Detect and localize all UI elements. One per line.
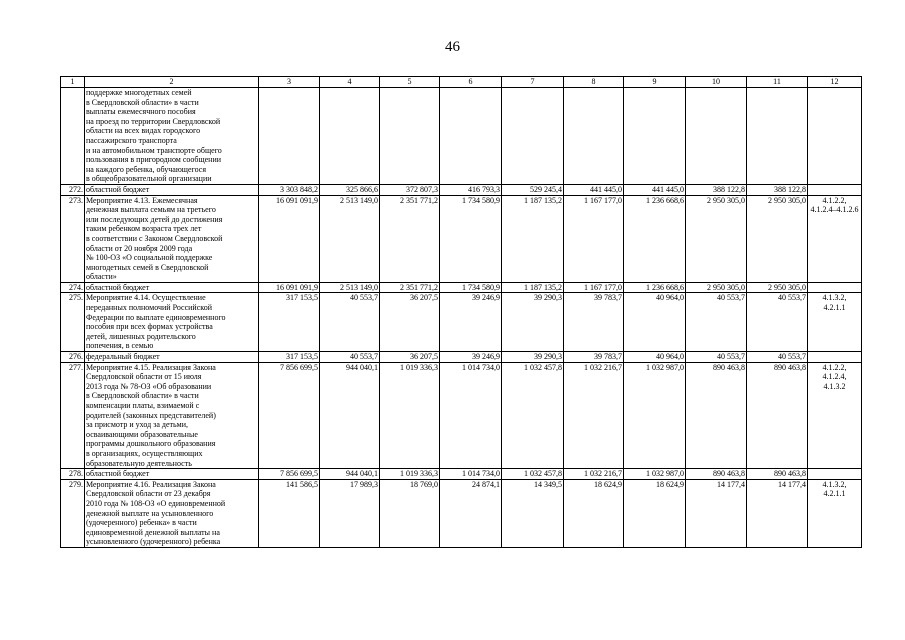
amount-cell: 325 866,6 [320, 184, 380, 195]
amount-cell: 890 463,8 [747, 469, 808, 480]
amount-cell: 1 019 336,3 [380, 469, 440, 480]
description-cell: областной бюджет [85, 469, 259, 480]
header-cell: 10 [686, 77, 747, 88]
table-row [61, 479, 862, 547]
amount-cell: 2 950 305,0 [686, 195, 747, 282]
amount-cell: 944 040,1 [320, 362, 380, 469]
amount-cell: 1 014 734,0 [440, 469, 502, 480]
amount-cell [624, 88, 686, 185]
row-number-cell [61, 88, 85, 185]
amount-cell: 2 351 771,2 [380, 195, 440, 282]
description-cell: поддержке многодетных семей в Свердловской области» в части выплаты ежемесячного пособия на проезд по территории Свердловской области на всех видах городского пассажирского транспорта и на автомобильном транспорте общего пользования в пригородном сообщении на каждого ребенка, обучающегося в общеобразовательной организации [85, 88, 259, 185]
amount-cell: 1 187 135,2 [502, 195, 564, 282]
amount-cell: 1 014 734,0 [440, 362, 502, 469]
description-cell: федеральный бюджет [85, 352, 259, 363]
amount-cell: 18 624,9 [564, 479, 624, 547]
table-row [61, 195, 862, 282]
reference-cell: 4.1.2.2, 4.1.2.4, 4.1.3.2 [808, 362, 862, 469]
amount-cell: 40 553,7 [747, 352, 808, 363]
amount-cell: 1 032 216,7 [564, 362, 624, 469]
header-cell: 2 [85, 77, 259, 88]
amount-cell: 890 463,8 [747, 362, 808, 469]
description-cell: областной бюджет [85, 282, 259, 293]
amount-cell: 16 091 091,9 [259, 195, 320, 282]
row-number-cell: 275. [61, 293, 85, 352]
row-number-cell: 279. [61, 479, 85, 547]
amount-cell: 7 856 699,5 [259, 469, 320, 480]
row-number-cell: 276. [61, 352, 85, 363]
header-cell: 8 [564, 77, 624, 88]
amount-cell: 529 245,4 [502, 184, 564, 195]
amount-cell: 24 874,1 [440, 479, 502, 547]
amount-cell: 18 624,9 [624, 479, 686, 547]
reference-cell [808, 352, 862, 363]
amount-cell: 1 032 987,0 [624, 469, 686, 480]
amount-cell: 1 167 177,0 [564, 282, 624, 293]
amount-cell: 441 445,0 [564, 184, 624, 195]
header-cell: 11 [747, 77, 808, 88]
amount-cell: 441 445,0 [624, 184, 686, 195]
table-row [61, 293, 862, 352]
amount-cell: 890 463,8 [686, 469, 747, 480]
table-row [61, 88, 862, 185]
amount-cell: 944 040,1 [320, 469, 380, 480]
amount-cell: 2 950 305,0 [686, 282, 747, 293]
table-row [61, 362, 862, 469]
header-cell: 9 [624, 77, 686, 88]
header-row [61, 77, 862, 88]
amount-cell: 1 032 457,8 [502, 362, 564, 469]
amount-cell: 39 246,9 [440, 293, 502, 352]
row-number-cell: 278. [61, 469, 85, 480]
table-row [61, 469, 862, 480]
amount-cell: 3 303 848,2 [259, 184, 320, 195]
amount-cell: 1 032 987,0 [624, 362, 686, 469]
amount-cell: 40 553,7 [320, 293, 380, 352]
amount-cell: 1 734 580,9 [440, 282, 502, 293]
amount-cell: 17 989,3 [320, 479, 380, 547]
amount-cell [259, 88, 320, 185]
amount-cell: 39 246,9 [440, 352, 502, 363]
amount-cell: 39 290,3 [502, 293, 564, 352]
amount-cell [564, 88, 624, 185]
description-cell: Мероприятие 4.15. Реализация Закона Свердловской области от 15 июля 2013 года № 78-ОЗ «Об образовании в Свердловской области» в части компенсации платы, взимаемой с родителей (законных представителей) за присмотр и уход за детьми, осваивающими образовательные программы дошкольного образования в организациях, осуществляющих образовательную деятельность [85, 362, 259, 469]
amount-cell: 1 734 580,9 [440, 195, 502, 282]
table-row [61, 352, 862, 363]
table-body [61, 77, 862, 548]
header-cell: 6 [440, 77, 502, 88]
amount-cell: 40 964,0 [624, 293, 686, 352]
amount-cell [747, 88, 808, 185]
header-cell: 5 [380, 77, 440, 88]
amount-cell: 40 964,0 [624, 352, 686, 363]
header-cell: 4 [320, 77, 380, 88]
amount-cell [440, 88, 502, 185]
amount-cell: 1 032 216,7 [564, 469, 624, 480]
header-cell: 1 [61, 77, 85, 88]
amount-cell: 1 236 668,6 [624, 282, 686, 293]
amount-cell: 1 019 336,3 [380, 362, 440, 469]
amount-cell [686, 88, 747, 185]
amount-cell: 2 513 149,0 [320, 282, 380, 293]
amount-cell: 14 177,4 [747, 479, 808, 547]
amount-cell: 40 553,7 [747, 293, 808, 352]
amount-cell: 16 091 091,9 [259, 282, 320, 293]
amount-cell: 2 950 305,0 [747, 282, 808, 293]
reference-cell [808, 469, 862, 480]
header-cell: 3 [259, 77, 320, 88]
table-row [61, 282, 862, 293]
row-number-cell: 272. [61, 184, 85, 195]
reference-cell [808, 282, 862, 293]
amount-cell: 39 783,7 [564, 293, 624, 352]
amount-cell: 2 950 305,0 [747, 195, 808, 282]
amount-cell: 2 351 771,2 [380, 282, 440, 293]
amount-cell: 388 122,8 [747, 184, 808, 195]
reference-cell [808, 184, 862, 195]
amount-cell: 36 207,5 [380, 293, 440, 352]
amount-cell: 40 553,7 [686, 293, 747, 352]
amount-cell: 7 856 699,5 [259, 362, 320, 469]
description-cell: Мероприятие 4.14. Осуществление переданных полномочий Российской Федерации по выплате единовременного пособия при всех формах устройства детей, лишенных родительского попечения, в семью [85, 293, 259, 352]
amount-cell: 141 586,5 [259, 479, 320, 547]
amount-cell: 890 463,8 [686, 362, 747, 469]
amount-cell [502, 88, 564, 185]
amount-cell: 40 553,7 [320, 352, 380, 363]
row-number-cell: 274. [61, 282, 85, 293]
amount-cell: 39 290,3 [502, 352, 564, 363]
amount-cell: 317 153,5 [259, 293, 320, 352]
reference-cell: 4.1.3.2, 4.2.1.1 [808, 479, 862, 547]
amount-cell: 40 553,7 [686, 352, 747, 363]
amount-cell: 1 032 457,8 [502, 469, 564, 480]
amount-cell: 1 187 135,2 [502, 282, 564, 293]
description-cell: Мероприятие 4.16. Реализация Закона Свердловской области от 23 декабря 2010 года № 108-ОЗ «О единовременной денежной выплате на усыновленного (удочеренного) ребенка» в части единовременной денежной выплаты на усыновленного (удочеренного) ребенка [85, 479, 259, 547]
amount-cell: 372 807,3 [380, 184, 440, 195]
amount-cell [320, 88, 380, 185]
amount-cell: 14 177,4 [686, 479, 747, 547]
amount-cell: 18 769,0 [380, 479, 440, 547]
reference-cell: 4.1.2.2, 4.1.2.4–4.1.2.6 [808, 195, 862, 282]
header-cell: 12 [808, 77, 862, 88]
amount-cell: 2 513 149,0 [320, 195, 380, 282]
amount-cell: 39 783,7 [564, 352, 624, 363]
page-number: 46 [445, 39, 460, 55]
reference-cell: 4.1.3.2, 4.2.1.1 [808, 293, 862, 352]
amount-cell: 317 153,5 [259, 352, 320, 363]
table-row [61, 184, 862, 195]
amount-cell: 14 349,5 [502, 479, 564, 547]
description-cell: Мероприятие 4.13. Ежемесячная денежная выплата семьям на третьего или последующих детей до достижения таким ребенком возраста трех лет в соответствии с Законом Свердловской области от 20 ноября 2009 года № 100-ОЗ «О социальной поддержке многодетных семей в Свердловской области» [85, 195, 259, 282]
amount-cell [380, 88, 440, 185]
row-number-cell: 273. [61, 195, 85, 282]
amount-cell: 388 122,8 [686, 184, 747, 195]
amount-cell: 36 207,5 [380, 352, 440, 363]
amount-cell: 416 793,3 [440, 184, 502, 195]
budget-table [60, 76, 862, 548]
row-number-cell: 277. [61, 362, 85, 469]
amount-cell: 1 236 668,6 [624, 195, 686, 282]
reference-cell [808, 88, 862, 185]
header-cell: 7 [502, 77, 564, 88]
description-cell: областной бюджет [85, 184, 259, 195]
amount-cell: 1 167 177,0 [564, 195, 624, 282]
